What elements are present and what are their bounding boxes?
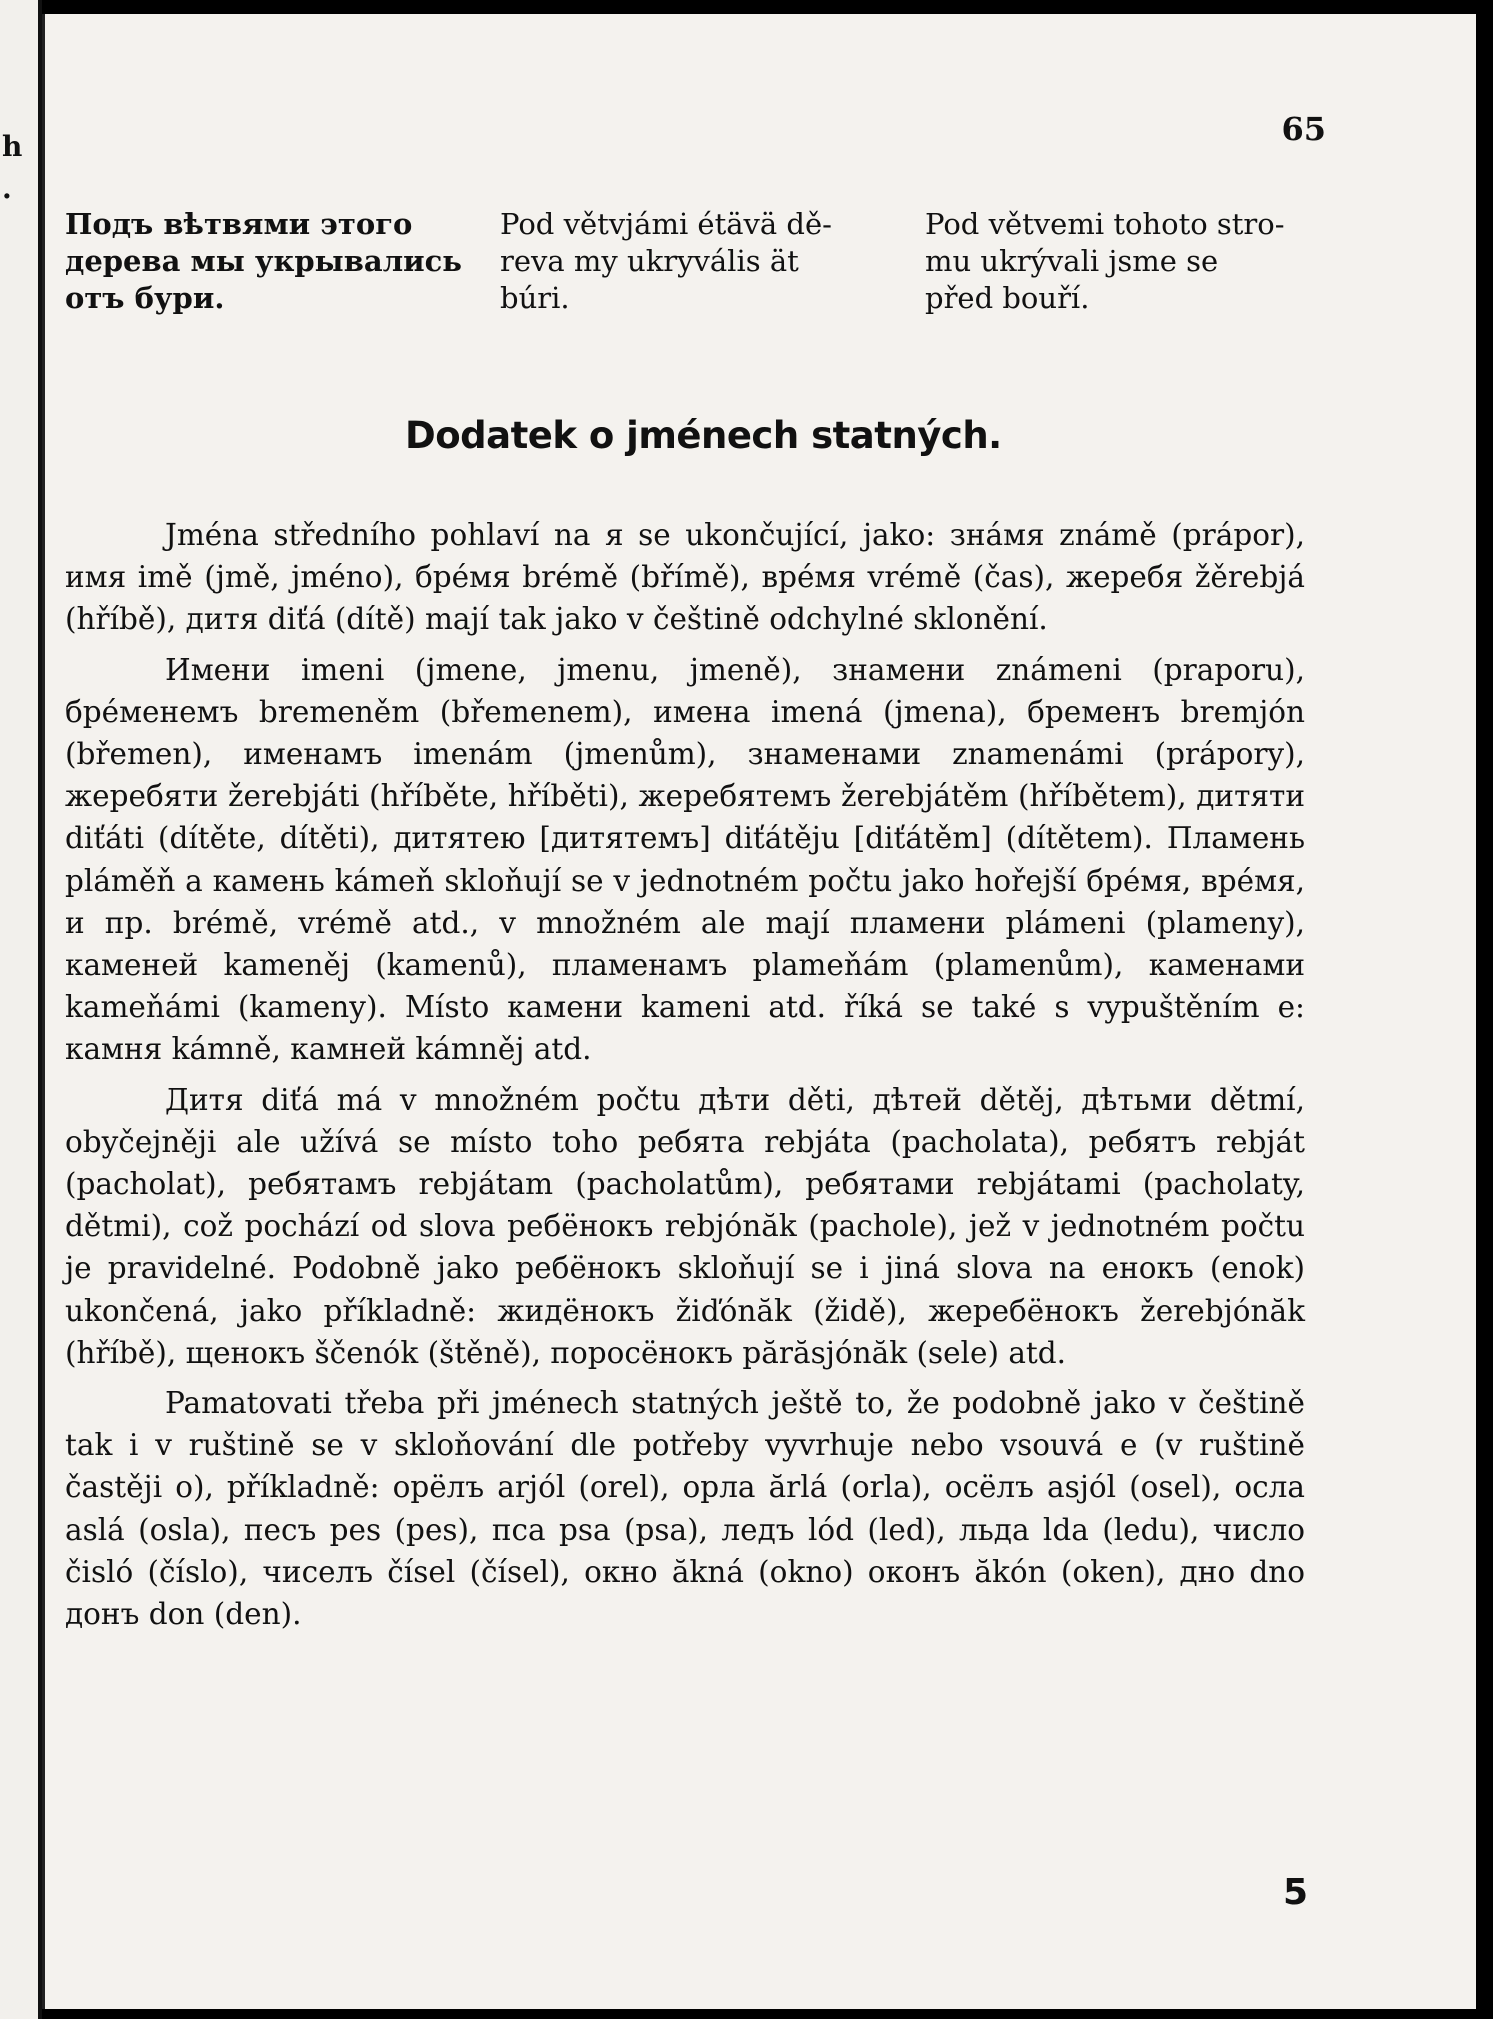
edge-mark-dot: . <box>2 172 12 205</box>
russian-column: Подъ вѣтвями этого дерева мы укрывались отъ бури. <box>65 207 462 315</box>
paragraph-4: Pamatovati třeba při jménech statných ještě to, že podobně jako v češtině tak i v ruštině se v skloňování dle potřeby vyvrhuje nebo vsouvá e (v ruštině častěji o), příkladně: орёлъ arjól (orel), орла ărlá (orla), осёлъ asjól (osel), осла aslá (osla), песъ pes (pes), пса psa (psa), ледъ lód (led), льда lda (ledu), число čisló (číslo), чиселъ čísel (čísel), окно ăkná (okno) оконъ ăkón (oken), дно dno донъ don (den). <box>65 1386 1305 1632</box>
czech-column: Pod větvemi tohoto stro- mu ukrývali jsme se před bouří. <box>925 207 1285 315</box>
paragraph-1: Jména středního pohlaví na я se ukončující, jako: знáмя známě (prápor), имя imě (jmě, jméno), брéмя brémě (břímě), врéмя vrémě (čas), жеребя žěrebjá (hříbě), дитя diťá (dítě) mají tak jako v češtině odchylné sklonění. <box>65 518 1305 637</box>
section-heading: Dodatek o jménech statných. <box>405 414 1002 457</box>
transliteration-column: Pod větvjámi étävä dě- reva my ukryvális ät búri. <box>500 207 832 315</box>
edge-mark-h: h <box>2 130 23 163</box>
parallel-example <box>65 206 1315 317</box>
adjacent-page-edge <box>0 0 42 2019</box>
body-text <box>65 514 1305 1643</box>
signature-mark: 5 <box>1282 1872 1308 1913</box>
book-page <box>42 14 1476 2009</box>
page-number: 65 <box>1281 110 1326 148</box>
paragraph-2: Имени imeni (jmene, jmenu, jmeně), знамени známeni (praporu), брéменемъ bremeněm (břemenem), имена imená (jmena), бременъ bremjón (břemen), именамъ imenám (jmenům), знаменами znamenámi (prápory), жеребяти žerebjáti (hříběte, hříběti), жеребятемъ žerebjátěm (hříbětem), дитяти diťáti (dítěte, dítěti), дитятею [дитятемъ] diťátěju [diťátěm] (dítětem). Пламень pláměň a камень kámeň skloňují se v jednotném počtu jako hořejší брéмя, врéмя, и пр. brémě, vrémě atd., v množném ale mají пламени plámeni (plameny), каменей kameněj (kamenů), пламенамъ plameňám (plamenům), каменами kameňámi (kameny). Místo камени kameni atd. říká se také s vypuštěním e: камня kámně, камней kámněj atd. <box>65 652 1305 1067</box>
paragraph-3: Дитя diťá má v množném počtu дѣти děti, дѣтей dětěj, дѣтьми dětmí, obyčejněji ale užívá se místo toho ребята rebjáta (pacholata), ребятъ rebját (pacholat), ребятамъ rebjátam (pacholatům), ребятами rebjátami (pacholaty, dětmi), což pochází od slova ребёнокъ rebjónăk (pachole), jež v jednotném počtu je pravidelné. Podobně jako ребёнокъ skloňují se i jiná slova na енокъ (enok) ukončená, jako příkladně: жидёнокъ žiďónăk (židě), жеребёнокъ žerebjónăk (hříbě), щенокъ ščenók (štěně), поросёнокъ părăsjónăk (sele) atd. <box>65 1082 1305 1370</box>
